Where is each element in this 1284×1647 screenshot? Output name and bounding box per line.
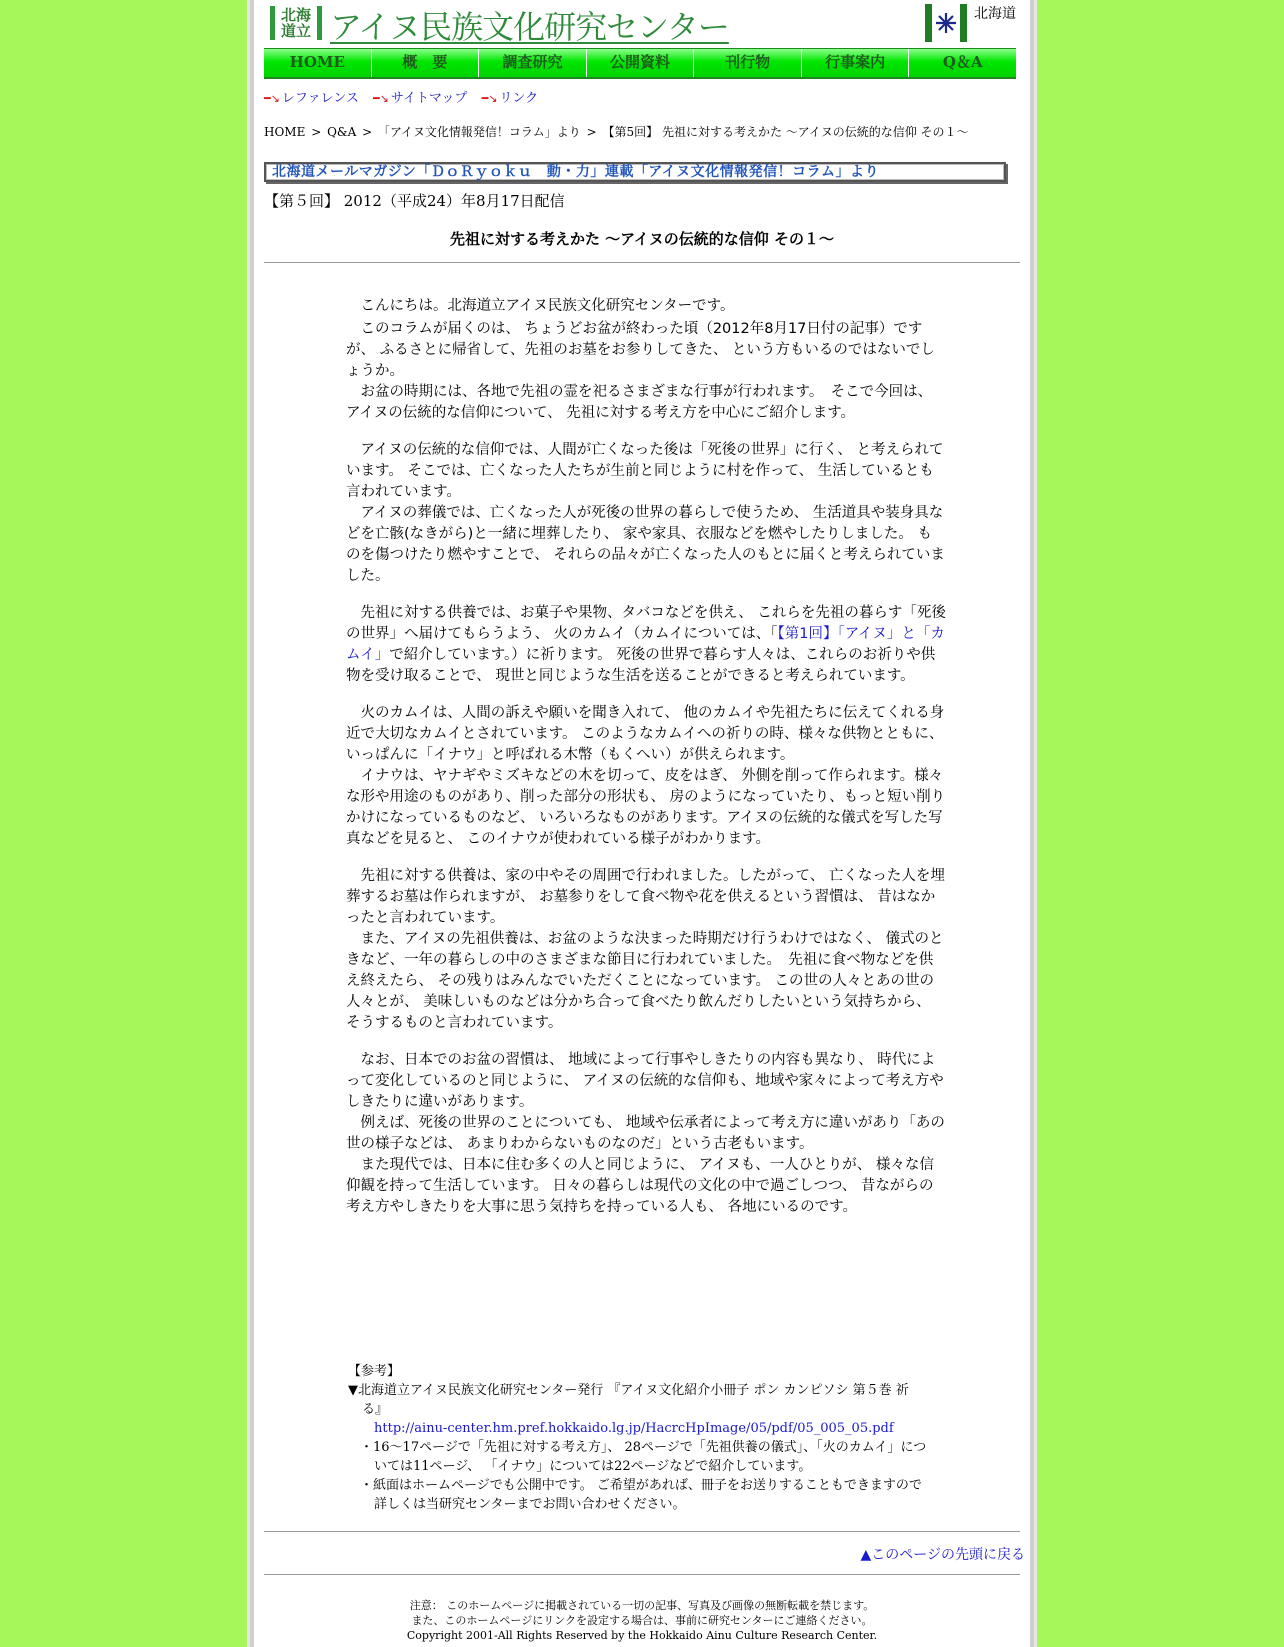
arrow-icon: ━↘ — [481, 92, 498, 105]
article-body — [346, 296, 946, 1218]
issue-date: 【第５回】 2012（平成24）年8月17日配信 — [264, 192, 565, 210]
paragraph: また現代では、日本に住む多くの人と同じように、 アイヌも、一人ひとりが、 様々な信仰観を持って生活しています。 日々の暮らしは現代の文化の中で過ごしつつ、 昔ながらの考え方やしきたりを大事に思う気持ちを持っている人も、 各地にいるのです。 — [346, 1157, 934, 1215]
paragraph: 例えば、死後の世界のことについても、 地域や伝承者によって考え方に違いがあり「あの世の様子などは、 あまりわからないものなのだ」という古老もいます。 — [346, 1115, 945, 1152]
nav-research[interactable]: 調査研究 — [479, 49, 587, 77]
site-title[interactable]: アイヌ民族文化研究センター — [330, 8, 729, 46]
link-sitemap[interactable]: サイトマップ — [390, 91, 468, 106]
footer-link-notice: また、このホームページにリンクを設定する場合は、事前に研究センターにご連絡ください。 — [411, 1614, 873, 1627]
references-heading: 【参考】 — [348, 1364, 401, 1379]
breadcrumb-sep: > — [311, 125, 322, 139]
reference-item: ▼北海道立アイヌ民族文化研究センター発行 『アイヌ文化紹介小冊子 ポン カンピソシ 第５巻 祈る』 — [348, 1383, 909, 1417]
article-title: 先祖に対する考えかた ～アイヌの伝統的な信仰 その１～ — [449, 230, 835, 248]
divider — [264, 262, 1020, 263]
paragraph: イナウは、ヤナギやミズキなどの木を切って、皮をはぎ、 外側を削って作られます。様々な形や用途のものがあり、削った部分の形状も、 房のようになっていたり、もっと短い削りかけになっているものなど、 いろいろなものがあります。アイヌの伝統的な儀式を写した写真などを見ると、 このイナウが使われている様子がわかります。 — [346, 768, 946, 847]
reference-note: ・紙面はホームページでも公開中です。 ご希望があれば、冊子をお送りすることもできますので 詳しくは当研究センターまでお問い合わせください。 — [360, 1478, 922, 1512]
references — [348, 1362, 928, 1514]
page — [254, 0, 1030, 1647]
arrow-icon: ━↘ — [264, 92, 280, 105]
breadcrumb-current: 【第5回】 先祖に対する考えかた ～アイヌの伝統的な信仰 その１～ — [602, 125, 969, 139]
breadcrumb-sep: > — [362, 125, 373, 139]
divider — [264, 1531, 1020, 1532]
arrow-icon: ━↘ — [373, 92, 389, 105]
breadcrumb-home[interactable]: HOME — [264, 125, 306, 139]
footer-copyright: Copyright 2001-All Rights Reserved by the Hokkaido Ainu Culture Research Center. — [406, 1629, 878, 1642]
paragraph: こんにちは。北海道立アイヌ民族文化研究センターです。 — [346, 298, 735, 314]
footer — [254, 1598, 1030, 1643]
paragraph: 火のカムイは、人間の訴えや願いを聞き入れて、 他のカムイや先祖たちに伝えてくれる身近で大切なカムイとされています。 このようなカムイへの祈りの時、様々な供物とともに、 いっぱんに「イナウ」と呼ばれる木幣（もくへい）が供えられます。 — [346, 705, 945, 763]
breadcrumb-column[interactable]: 「アイヌ文化情報発信！コラム」より — [377, 125, 581, 139]
reference-note: ・16～17ページで「先祖に対する考え方」、 28ページで「先祖供養の儀式」、「火のカムイ」については11ページ、 「イナウ」については22ページなどで紹介しています。 — [360, 1440, 927, 1474]
reference-url[interactable]: http://ainu-center.hm.pref.hokkaido.lg.jp/HacrcHpImage/05/pdf/05_005_05.pdf — [374, 1421, 894, 1436]
logo-badge-bottom: 道立 — [280, 22, 311, 40]
paragraph: また、アイヌの先祖供養は、お盆のような決まった時期だけ行うわけではなく、 儀式のときなど、一年の暮らしの中のさまざまな節目に行われていました。 先祖に食べ物などを供え終えたら、 その残りはみんなでいただくことになっています。 この世の人々とあの世の人々とが、 美味しいものなどは分かち合って食べたり飲んだりしたいという気持ちから、 そうするものと言われています。 — [346, 931, 944, 1031]
paragraph: アイヌの伝統的な信仰では、人間が亡くなった後は「死後の世界」に行く、 と考えられています。 そこでは、亡くなった人たちが生前と同じように村を作って、 生活しているとも言われています。 — [346, 442, 944, 500]
divider — [264, 1574, 1020, 1575]
hokkaido-label: 北海道 — [974, 6, 1016, 22]
paragraph: 先祖に対する供養は、家の中やその周囲で行われました。したがって、 亡くなった人を埋葬するお墓は作られますが、 お墓参りをして食べ物や花を供えるという習慣は、 昔はなかったと言われています。 — [346, 868, 945, 926]
nav-events[interactable]: 行事案内 — [802, 49, 910, 77]
column-header: 北海道メールマガジン「ＤｏＲｙｏｋｕ 動・力」連載「アイヌ文化情報発信！コラム」より — [264, 162, 1006, 182]
nav-home[interactable]: HOME — [264, 49, 372, 77]
logo-badge[interactable] — [270, 6, 322, 40]
nav-publications[interactable]: 刊行物 — [694, 49, 802, 77]
main-nav — [264, 48, 1016, 79]
paragraph: なお、日本でのお盆の習慣は、 地域によって行事やしきたりの内容も異なり、 時代によって変化しているのと同じように、 アイヌの伝統的な信仰も、地域や家々によって考え方やしきたりに違いがあります。 — [346, 1052, 944, 1110]
footer-notice: 注意： このホームページに掲載されている一切の記事、写真及び画像の無断転載を禁じます。 — [409, 1599, 875, 1612]
paragraph: 先祖に対する供養では、お菓子や果物、タバコなどを供え、 これらを先祖の暮らす「死後の世界」へ届けてもらうよう、 火のカムイ（カムイについては、「【第1回】「アイヌ」と「カムイ」で紹介しています。）に祈ります。 死後の世界で暮らす人々は、これらのお祈りや供物を受け取ることで、 現世と同じような生活を送ることができると考えられています。 — [346, 605, 946, 684]
paragraph: アイヌの葬儀では、亡くなった人が死後の世界の暮らしで使うため、 生活道具や装身具などを亡骸(なきがら)と一緒に埋葬したり、 家や家具、衣服などを燃やしたりしました。 ものを傷つけたり燃やすことで、 それらの品々が亡くなった人のもとに届くと考えられていました。 — [346, 505, 945, 584]
column-1-link[interactable]: 【第1回】「アイヌ」と「カムイ」 — [346, 626, 945, 663]
back-to-top-link[interactable]: ▲このページの先頭に戻る — [860, 1547, 1025, 1563]
breadcrumb — [264, 123, 971, 140]
breadcrumb-sep: > — [586, 125, 597, 139]
nav-qa[interactable]: Q＆A — [909, 49, 1016, 77]
hokkaido-emblem-icon[interactable] — [925, 4, 967, 42]
paragraph: お盆の時期には、各地で先祖の霊を祀るさまざまな行事が行われます。 そこで今回は、アイヌの伝統的な信仰について、 先祖に対する考え方を中心にご紹介します。 — [346, 384, 933, 421]
link-links[interactable]: リンク — [499, 91, 539, 106]
nav-overview[interactable]: 概 要 — [372, 49, 480, 77]
sub-links — [264, 87, 548, 106]
link-reference[interactable]: レファレンス — [281, 91, 359, 106]
nav-public-materials[interactable]: 公開資料 — [587, 49, 695, 77]
snowflake-icon — [934, 11, 958, 35]
logo-badge-top: 北海 — [280, 6, 311, 24]
paragraph: このコラムが届くのは、 ちょうどお盆が終わった頃（2012年8月17日付の記事）ですが、 ふるさとに帰省して、先祖のお墓をお参りしてきた、 という方もいるのではないでしょうか。 — [346, 321, 935, 379]
breadcrumb-qa[interactable]: Q&A — [327, 125, 357, 139]
